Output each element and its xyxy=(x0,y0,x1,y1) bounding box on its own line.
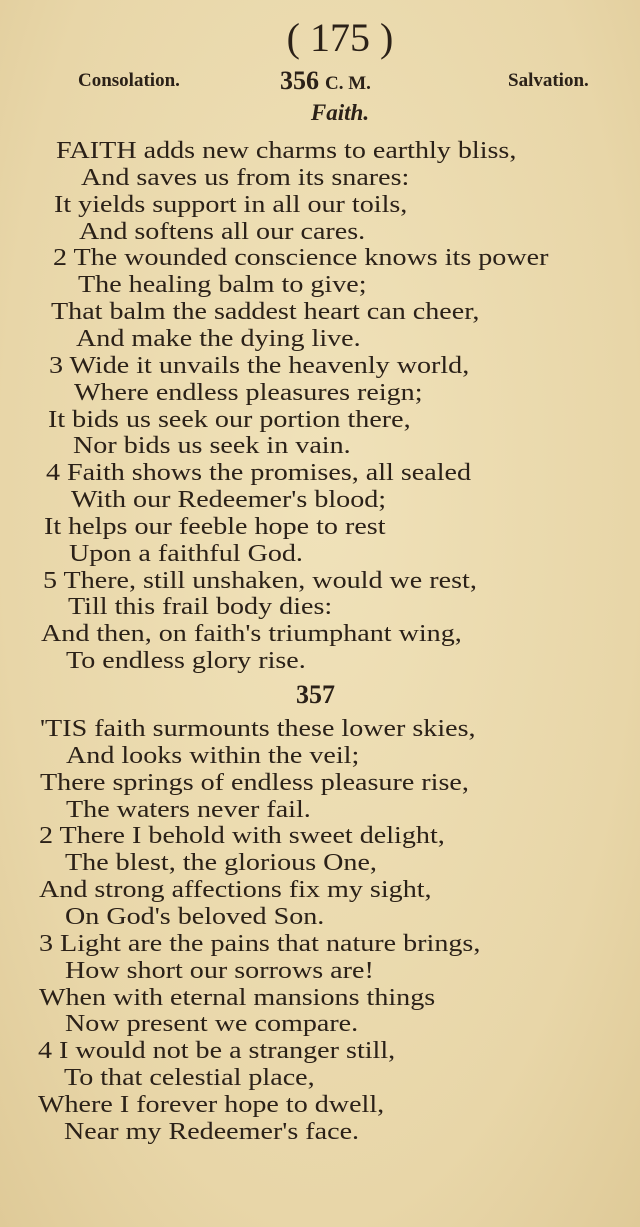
verse-line: Where I forever hope to dwell, xyxy=(38,1091,385,1118)
hymn-356-heading xyxy=(280,66,371,96)
hymn-number: 356 xyxy=(280,66,319,95)
verse-line: It helps our feeble hope to rest xyxy=(44,513,386,540)
verse-line: And saves us from its snares: xyxy=(81,164,410,191)
verse-line: When with eternal mansions things xyxy=(38,984,435,1011)
verse-line: Where endless pleasures reign; xyxy=(74,379,423,406)
verse-line: And make the dying live. xyxy=(76,325,361,352)
verse-line: Nor bids us seek in vain. xyxy=(72,433,351,460)
verse-line: And softens all our cares. xyxy=(79,218,366,245)
verse-line: 2 The wounded conscience knows its power xyxy=(52,245,549,272)
verse-line: And looks within the veil; xyxy=(65,742,360,769)
verse-line: It yields support in all our toils, xyxy=(54,191,408,218)
verse-line: To that celestial place, xyxy=(64,1065,315,1092)
verse-line: 4 I would not be a stranger still, xyxy=(38,1038,396,1065)
hymn-meter: C. M. xyxy=(325,73,371,94)
verse-line: Near my Redeemer's face. xyxy=(64,1118,360,1145)
verse-line: The blest, the glorious One, xyxy=(65,850,378,877)
verse-line: 5 There, still unshaken, would we rest, xyxy=(42,567,477,594)
verse-line: It bids us seek our portion there, xyxy=(47,406,411,433)
verse-line: 3 Light are the pains that nature brings, xyxy=(38,930,481,957)
verse-line: The waters never fail. xyxy=(65,796,311,823)
page-number: ( 175 ) xyxy=(286,15,394,60)
hymn-subject: Faith. xyxy=(310,100,370,125)
verse-line: FAITH adds new charms to earthly bliss, xyxy=(56,138,517,164)
verse-line: And then, on faith's triumphant wing, xyxy=(40,621,462,648)
header-right-topic: Salvation. xyxy=(508,70,589,91)
verse-line: On God's beloved Son. xyxy=(65,903,325,930)
verse-line: 2 There I behold with sweet delight, xyxy=(39,823,446,850)
verse-line: 'TIS faith surmounts these lower skies, xyxy=(40,716,476,742)
hymn-357-number: 357 xyxy=(296,680,335,709)
verse-line: That balm the saddest heart can cheer, xyxy=(50,299,480,326)
verse-line: The healing balm to give; xyxy=(77,272,367,299)
verse-line: Now present we compare. xyxy=(64,1011,358,1038)
verse-line: And strong affections fix my sight, xyxy=(39,877,432,904)
verse-line: With our Redeemer's blood; xyxy=(71,487,387,514)
verse-line: There springs of endless pleasure rise, xyxy=(39,769,469,796)
verse-line: How short our sorrows are! xyxy=(64,957,374,984)
verse-line: To endless glory rise. xyxy=(66,648,306,675)
verse-line: Upon a faithful God. xyxy=(69,540,304,567)
header-left-topic: Consolation. xyxy=(78,70,180,91)
verse-line: 3 Wide it unvails the heavenly world, xyxy=(49,352,470,379)
verse-line: 4 Faith shows the promises, all sealed xyxy=(45,460,471,487)
verse-line: Till this frail body dies: xyxy=(67,594,332,621)
